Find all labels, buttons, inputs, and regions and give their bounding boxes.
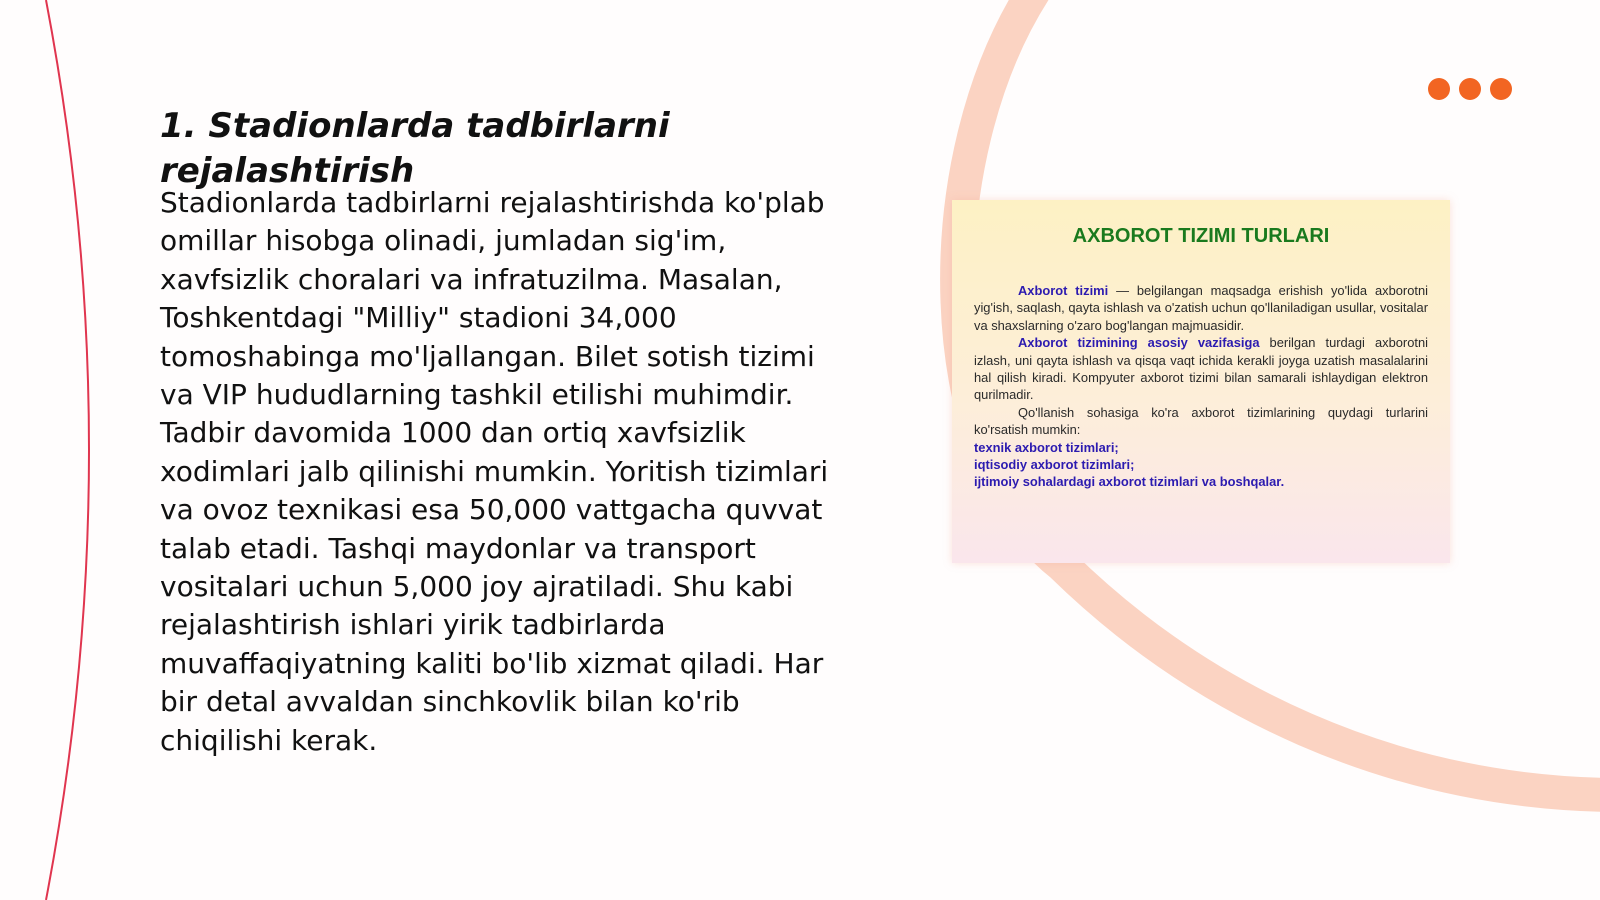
left-red-curve	[46, 0, 89, 900]
document-paragraph-3: Qo'llanish sohasiga ko'ra axborot tizimlarining quydagi turlarini ko'rsatish mumkin:	[974, 404, 1428, 438]
list-item: texnik axborot tizimlari;	[974, 439, 1119, 455]
slide-body-text: Stadionlarda tadbirlarni rejalashtirishda ko'plab omillar hisobga olinadi, jumladan sig'im, xavfsizlik choralari va infratuzilma. Masalan, Toshkentdagi "Milliy" stadioni 34,000 tomoshabinga mo'ljallangan. Bilet sotish tizimi va VIP hududlarning tashkil etilishi muhimdir. Tadbir davomida 1000 dan ortiq xavfsizlik xodimlari jalb qilinishi mumkin. Yoritish tizimlari va ovoz texnikasi esa 50,000 vattgacha quvvat talab etadi. Tashqi maydonlar va transport vositalari uchun 5,000 joy ajratiladi. Shu kabi rejalashtirish ishlari yirik tadbirlarda muvaffaqiyatning kaliti bo'lib xizmat qiladi. Har bir detal avvaldan sinchkovlik bilan ko'rib chiqilishi kerak.	[160, 186, 829, 757]
list-item: iqtisodiy axborot tizimlari;	[974, 457, 1135, 473]
dot-1	[1428, 78, 1450, 100]
document-image	[952, 200, 1450, 563]
decorative-dots	[1428, 78, 1512, 100]
dot-2	[1459, 78, 1481, 100]
document-text-2: berilgan turdagi axborotni izlash, uni qayta ishlash va qisqa vaqt ichida kerakli joyga uzatish masalalarini hal qilish kiradi. Kompyuter axborot tizimi bilan samarali ishlaydigan elektron qurilmadir.	[974, 335, 1428, 403]
list-item: ijtimoiy sohalardagi axborot tizimlari va boshqalar.	[974, 474, 1285, 490]
document-term-2: Axborot tizimining asosiy vazifasiga	[1018, 335, 1260, 351]
slide-title: 1. Stadionlarda tadbirlarni rejalashtirish	[160, 106, 670, 191]
document-title: AXBOROT TIZIMI TURLARI	[1072, 225, 1330, 247]
document-text-1: — belgilangan maqsadga erishish yo'lida axborotni yig'ish, saqlash, qayta ishlash va o'zatish uchun qo'llaniladigan usullar, vositalar va shaxslarning o'zaro bog'langan majmuasidir.	[974, 283, 1428, 333]
document-paragraph-1	[974, 282, 1428, 334]
document-paragraph-2	[974, 334, 1428, 404]
dot-3	[1490, 78, 1512, 100]
document-term-1: Axborot tizimi	[1018, 283, 1109, 298]
document-list	[974, 439, 1428, 491]
